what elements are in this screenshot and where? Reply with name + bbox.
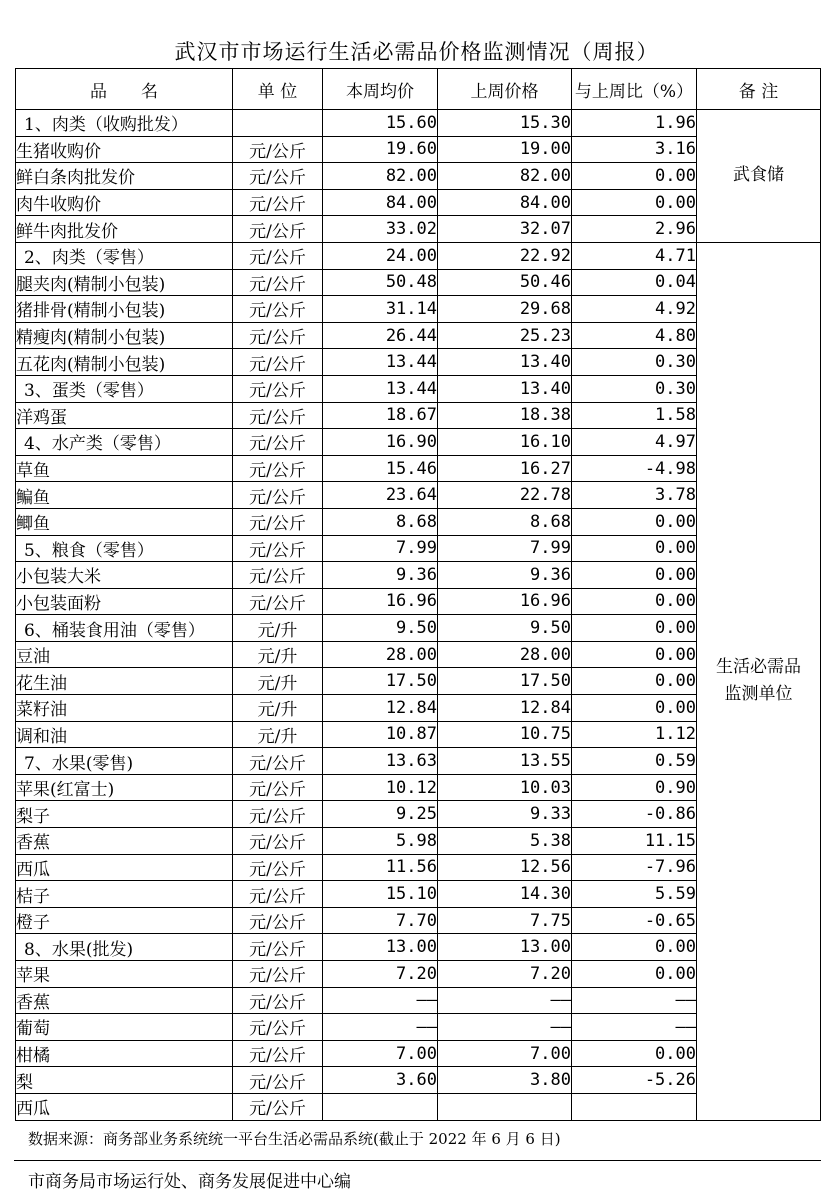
- row-last-week: 29.68: [438, 296, 572, 323]
- row-name: 5、粮食（零售）: [16, 535, 233, 562]
- row-unit: 元/升: [233, 721, 323, 748]
- row-change: 0.90: [572, 774, 697, 801]
- row-this-week: 15.10: [323, 881, 438, 908]
- row-unit: 元/公斤: [233, 189, 323, 216]
- row-unit: 元/公斤: [233, 269, 323, 296]
- row-unit: 元/公斤: [233, 588, 323, 615]
- header-change: 与上周比（%）: [572, 69, 697, 110]
- row-unit: 元/公斤: [233, 322, 323, 349]
- row-unit: 元/公斤: [233, 242, 323, 269]
- row-this-week: 33.02: [323, 216, 438, 243]
- row-unit: 元/公斤: [233, 854, 323, 881]
- table-body: [16, 110, 821, 1121]
- row-this-week: ——: [323, 1014, 438, 1041]
- row-change: [572, 1093, 697, 1120]
- row-change: 11.15: [572, 828, 697, 855]
- row-change: 0.00: [572, 163, 697, 190]
- row-name: 苹果: [16, 961, 233, 988]
- row-this-week: 7.20: [323, 961, 438, 988]
- row-unit: 元/公斤: [233, 296, 323, 323]
- row-unit: 元/公斤: [233, 907, 323, 934]
- row-name: 8、水果(批发): [16, 934, 233, 961]
- row-change: 0.04: [572, 269, 697, 296]
- row-last-week: 8.68: [438, 508, 572, 535]
- row-change: 0.00: [572, 668, 697, 695]
- row-last-week: 22.78: [438, 482, 572, 509]
- row-name: 鲜白条肉批发价: [16, 163, 233, 190]
- row-change: 0.00: [572, 961, 697, 988]
- row-last-week: 7.20: [438, 961, 572, 988]
- row-last-week: 7.75: [438, 907, 572, 934]
- row-name: 肉牛收购价: [16, 189, 233, 216]
- row-change: 0.00: [572, 562, 697, 589]
- row-name: 葡萄: [16, 1014, 233, 1041]
- row-last-week: 12.84: [438, 695, 572, 722]
- row-name: 西瓜: [16, 1093, 233, 1120]
- row-name: 草鱼: [16, 455, 233, 482]
- row-this-week: 23.64: [323, 482, 438, 509]
- row-change: 3.16: [572, 136, 697, 163]
- row-this-week: 7.99: [323, 535, 438, 562]
- row-this-week: 8.68: [323, 508, 438, 535]
- row-last-week: 13.40: [438, 375, 572, 402]
- row-last-week: 9.36: [438, 562, 572, 589]
- row-last-week: 25.23: [438, 322, 572, 349]
- row-this-week: 13.63: [323, 748, 438, 775]
- row-this-week: 3.60: [323, 1067, 438, 1094]
- row-unit: 元/升: [233, 695, 323, 722]
- row-last-week: 22.92: [438, 242, 572, 269]
- row-last-week: 16.10: [438, 429, 572, 456]
- header-this-week: 本周均价: [323, 69, 438, 110]
- row-this-week: 13.44: [323, 375, 438, 402]
- row-name: 腿夹肉(精制小包装): [16, 269, 233, 296]
- price-table: [15, 68, 821, 1121]
- row-unit: 元/公斤: [233, 482, 323, 509]
- row-this-week: 10.87: [323, 721, 438, 748]
- row-change: -7.96: [572, 854, 697, 881]
- row-change: 0.00: [572, 934, 697, 961]
- row-unit: 元/公斤: [233, 163, 323, 190]
- row-name: 调和油: [16, 721, 233, 748]
- row-this-week: 5.98: [323, 828, 438, 855]
- row-change: -0.65: [572, 907, 697, 934]
- row-this-week: 24.00: [323, 242, 438, 269]
- row-unit: 元/公斤: [233, 987, 323, 1014]
- row-unit: 元/公斤: [233, 961, 323, 988]
- row-name: 菜籽油: [16, 695, 233, 722]
- row-last-week: 9.50: [438, 615, 572, 642]
- row-change: 1.12: [572, 721, 697, 748]
- row-last-week: 84.00: [438, 189, 572, 216]
- row-this-week: [323, 1093, 438, 1120]
- row-last-week: 18.38: [438, 402, 572, 429]
- table-row: [16, 110, 821, 137]
- row-name: 鲜牛肉批发价: [16, 216, 233, 243]
- row-last-week: 13.40: [438, 349, 572, 376]
- row-last-week: ——: [438, 987, 572, 1014]
- row-last-week: 10.75: [438, 721, 572, 748]
- row-name: 4、水产类（零售）: [16, 429, 233, 456]
- page-title: 武汉市市场运行生活必需品价格监测情况（周报）: [174, 40, 659, 64]
- row-this-week: 11.56: [323, 854, 438, 881]
- row-unit: 元/公斤: [233, 1093, 323, 1120]
- row-last-week: 32.07: [438, 216, 572, 243]
- row-last-week: 12.56: [438, 854, 572, 881]
- row-unit: 元/公斤: [233, 429, 323, 456]
- row-this-week: 15.60: [323, 110, 438, 137]
- row-name: 1、肉类（收购批发）: [16, 110, 233, 137]
- row-name: 梨: [16, 1067, 233, 1094]
- row-last-week: 9.33: [438, 801, 572, 828]
- row-this-week: 26.44: [323, 322, 438, 349]
- row-this-week: 9.25: [323, 801, 438, 828]
- row-name: 鲫鱼: [16, 508, 233, 535]
- row-unit: 元/公斤: [233, 375, 323, 402]
- row-name: 6、桶装食用油（零售）: [16, 615, 233, 642]
- note-group-2: [697, 242, 821, 1120]
- row-change: 0.00: [572, 588, 697, 615]
- row-last-week: 28.00: [438, 641, 572, 668]
- row-last-week: 13.55: [438, 748, 572, 775]
- row-last-week: 3.80: [438, 1067, 572, 1094]
- row-last-week: [438, 1093, 572, 1120]
- row-change: 4.80: [572, 322, 697, 349]
- row-name: 7、水果(零售): [16, 748, 233, 775]
- row-this-week: 15.46: [323, 455, 438, 482]
- row-name: 2、肉类（零售）: [16, 242, 233, 269]
- row-last-week: 19.00: [438, 136, 572, 163]
- data-source: 数据来源：商务部业务系统统一平台生活必需品系统(截止于 2022 年 6 月 6 日): [28, 1130, 561, 1148]
- row-unit: 元/升: [233, 615, 323, 642]
- row-change: 4.97: [572, 429, 697, 456]
- row-this-week: 28.00: [323, 641, 438, 668]
- row-name: 3、蛋类（零售）: [16, 375, 233, 402]
- row-change: 0.00: [572, 508, 697, 535]
- row-change: 1.58: [572, 402, 697, 429]
- row-this-week: ——: [323, 987, 438, 1014]
- row-last-week: 50.46: [438, 269, 572, 296]
- row-this-week: 84.00: [323, 189, 438, 216]
- row-change: 0.30: [572, 375, 697, 402]
- row-change: 4.71: [572, 242, 697, 269]
- row-this-week: 17.50: [323, 668, 438, 695]
- row-name: 花生油: [16, 668, 233, 695]
- row-change: 0.00: [572, 1040, 697, 1067]
- row-this-week: 31.14: [323, 296, 438, 323]
- row-unit: 元/公斤: [233, 748, 323, 775]
- row-change: -4.98: [572, 455, 697, 482]
- row-unit: 元/公斤: [233, 1067, 323, 1094]
- header-name: 品 名: [16, 69, 233, 110]
- row-unit: 元/升: [233, 641, 323, 668]
- row-last-week: 7.00: [438, 1040, 572, 1067]
- row-last-week: 16.27: [438, 455, 572, 482]
- row-name: 精瘦肉(精制小包装): [16, 322, 233, 349]
- row-last-week: 82.00: [438, 163, 572, 190]
- row-name: 小包装面粉: [16, 588, 233, 615]
- row-change: 0.59: [572, 748, 697, 775]
- row-name: 鳊鱼: [16, 482, 233, 509]
- row-change: 4.92: [572, 296, 697, 323]
- row-name: 豆油: [16, 641, 233, 668]
- row-name: 小包装大米: [16, 562, 233, 589]
- row-change: 0.00: [572, 189, 697, 216]
- note-group-2-line-2: 监测单位: [724, 684, 793, 705]
- row-this-week: 7.70: [323, 907, 438, 934]
- row-last-week: 7.99: [438, 535, 572, 562]
- row-change: 0.00: [572, 615, 697, 642]
- row-unit: 元/公斤: [233, 934, 323, 961]
- row-this-week: 7.00: [323, 1040, 438, 1067]
- row-unit: 元/公斤: [233, 216, 323, 243]
- note-group-2-line-1: 生活必需品: [716, 657, 801, 678]
- row-name: 生猪收购价: [16, 136, 233, 163]
- row-unit: 元/升: [233, 668, 323, 695]
- row-unit: 元/公斤: [233, 1040, 323, 1067]
- row-this-week: 18.67: [323, 402, 438, 429]
- row-name: 香蕉: [16, 987, 233, 1014]
- row-unit: 元/公斤: [233, 508, 323, 535]
- row-last-week: 15.30: [438, 110, 572, 137]
- row-last-week: 16.96: [438, 588, 572, 615]
- table-row: [16, 242, 821, 269]
- row-change: ——: [572, 1014, 697, 1041]
- row-name: 猪排骨(精制小包装): [16, 296, 233, 323]
- row-last-week: ——: [438, 1014, 572, 1041]
- row-last-week: 5.38: [438, 828, 572, 855]
- table-header-row: [16, 69, 821, 110]
- row-this-week: 13.44: [323, 349, 438, 376]
- row-unit: 元/公斤: [233, 801, 323, 828]
- note-group-1: 武食储: [697, 110, 821, 243]
- row-this-week: 16.96: [323, 588, 438, 615]
- row-name: 柑橘: [16, 1040, 233, 1067]
- row-this-week: 50.48: [323, 269, 438, 296]
- row-change: 3.78: [572, 482, 697, 509]
- header-note: 备 注: [697, 69, 821, 110]
- row-change: 0.00: [572, 535, 697, 562]
- row-unit: 元/公斤: [233, 349, 323, 376]
- row-change: ——: [572, 987, 697, 1014]
- row-last-week: 10.03: [438, 774, 572, 801]
- row-last-week: 17.50: [438, 668, 572, 695]
- row-name: 苹果(红富士): [16, 774, 233, 801]
- row-unit: 元/公斤: [233, 136, 323, 163]
- row-name: 洋鸡蛋: [16, 402, 233, 429]
- row-unit: 元/公斤: [233, 1014, 323, 1041]
- row-change: 5.59: [572, 881, 697, 908]
- header-unit: 单 位: [233, 69, 323, 110]
- row-this-week: 10.12: [323, 774, 438, 801]
- row-name: 橙子: [16, 907, 233, 934]
- row-unit: 元/公斤: [233, 535, 323, 562]
- row-this-week: 19.60: [323, 136, 438, 163]
- row-name: 香蕉: [16, 828, 233, 855]
- row-name: 桔子: [16, 881, 233, 908]
- row-unit: 元/公斤: [233, 402, 323, 429]
- header-last-week: 上周价格: [438, 69, 572, 110]
- row-change: 0.00: [572, 641, 697, 668]
- row-this-week: 13.00: [323, 934, 438, 961]
- row-unit: 元/公斤: [233, 828, 323, 855]
- row-name: 西瓜: [16, 854, 233, 881]
- row-change: -0.86: [572, 801, 697, 828]
- row-unit: [233, 110, 323, 137]
- row-unit: 元/公斤: [233, 562, 323, 589]
- row-this-week: 9.36: [323, 562, 438, 589]
- row-this-week: 16.90: [323, 429, 438, 456]
- row-name: 五花肉(精制小包装): [16, 349, 233, 376]
- row-unit: 元/公斤: [233, 774, 323, 801]
- row-unit: 元/公斤: [233, 455, 323, 482]
- row-name: 梨子: [16, 801, 233, 828]
- row-this-week: 82.00: [323, 163, 438, 190]
- row-change: 1.96: [572, 110, 697, 137]
- editor-credit: 市商务局市场运行处、商务发展促进中心编: [28, 1172, 351, 1192]
- footer-divider: [14, 1160, 821, 1161]
- row-this-week: 9.50: [323, 615, 438, 642]
- row-change: 0.30: [572, 349, 697, 376]
- row-this-week: 12.84: [323, 695, 438, 722]
- row-change: 2.96: [572, 216, 697, 243]
- row-last-week: 13.00: [438, 934, 572, 961]
- row-change: 0.00: [572, 695, 697, 722]
- row-unit: 元/公斤: [233, 881, 323, 908]
- row-change: -5.26: [572, 1067, 697, 1094]
- row-last-week: 14.30: [438, 881, 572, 908]
